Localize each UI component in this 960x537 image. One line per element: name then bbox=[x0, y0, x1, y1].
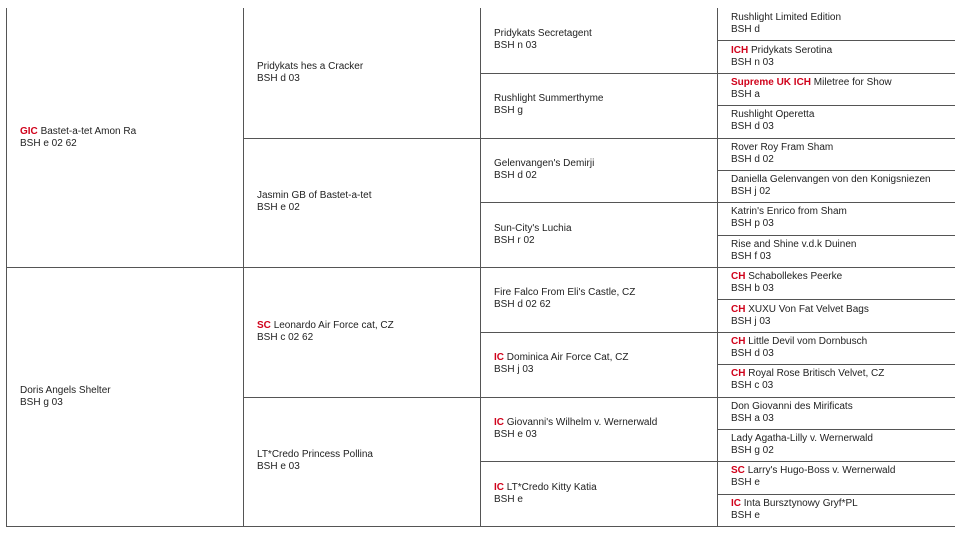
cat-name-line bbox=[494, 93, 717, 105]
breed-code: BSH d bbox=[731, 24, 760, 36]
cat-name-line bbox=[731, 368, 955, 380]
cat-name-line bbox=[731, 465, 955, 477]
generation-1-column bbox=[7, 8, 244, 526]
cat-name: Rushlight Summerthyme bbox=[494, 93, 604, 105]
cat-name: Rise and Shine v.d.k Duinen bbox=[731, 238, 857, 250]
title-badge: GIC bbox=[20, 125, 38, 137]
cat-name: Doris Angels Shelter bbox=[20, 384, 111, 396]
title-badge: SC bbox=[257, 319, 271, 331]
cat-name: Giovanni's Wilhelm v. Wernerwald bbox=[506, 416, 658, 428]
cat-name-line bbox=[494, 482, 717, 494]
breed-code: BSH e 02 bbox=[257, 202, 300, 214]
pedigree-cell-gen3 bbox=[481, 267, 717, 332]
breed-code: BSH e 02 62 bbox=[20, 137, 77, 149]
cat-name-line bbox=[494, 158, 717, 170]
pedigree-cell-gen4 bbox=[718, 364, 955, 396]
cat-name: Bastet-a-tet Amon Ra bbox=[40, 125, 137, 137]
title-badge: Supreme UK ICH bbox=[731, 76, 812, 88]
cat-name: Rushlight Operetta bbox=[731, 109, 815, 121]
pedigree-cell-gen4 bbox=[718, 138, 955, 170]
pedigree-cell-gen4 bbox=[718, 332, 955, 364]
breed-code: BSH a 03 bbox=[731, 412, 774, 424]
cat-name: Larry's Hugo-Boss v. Wernerwald bbox=[747, 465, 896, 477]
cat-name: Rover Roy Fram Sham bbox=[731, 141, 834, 153]
pedigree-cell-gen4 bbox=[718, 461, 955, 493]
cat-name: Royal Rose Britisch Velvet, CZ bbox=[748, 368, 885, 380]
cat-name: Dominica Air Force Cat, CZ bbox=[506, 352, 629, 364]
breed-code: BSH g 03 bbox=[20, 396, 63, 408]
generation-4-column bbox=[718, 8, 955, 526]
breed-code: BSH g 02 bbox=[731, 445, 774, 457]
cat-name: XUXU Von Fat Velvet Bags bbox=[748, 303, 869, 315]
cat-name-line bbox=[731, 304, 955, 316]
cat-name: LT*Credo Kitty Katia bbox=[506, 481, 597, 493]
pedigree-cell-gen2 bbox=[244, 267, 480, 397]
pedigree-cell-gen4 bbox=[718, 429, 955, 461]
breed-code: BSH e bbox=[731, 509, 760, 521]
breed-code: BSH e 03 bbox=[257, 461, 300, 473]
cat-name: Lady Agatha-Lilly v. Wernerwald bbox=[731, 433, 873, 445]
cat-name-line bbox=[731, 401, 955, 413]
cat-name-line bbox=[494, 223, 717, 235]
pedigree-cell-gen2 bbox=[244, 397, 480, 527]
pedigree-cell-gen4 bbox=[718, 8, 955, 40]
pedigree-cell-gen4 bbox=[718, 202, 955, 234]
cat-name-line bbox=[257, 320, 480, 332]
pedigree-cell-gen4 bbox=[718, 170, 955, 202]
pedigree-cell-gen4 bbox=[718, 235, 955, 267]
pedigree-cell-gen4 bbox=[718, 299, 955, 331]
pedigree-table bbox=[6, 8, 955, 527]
pedigree-cell-gen4 bbox=[718, 105, 955, 137]
breed-code: BSH j 03 bbox=[731, 315, 771, 327]
cat-name: Sun-City's Luchia bbox=[494, 222, 572, 234]
cat-name: Little Devil vom Dornbusch bbox=[748, 335, 868, 347]
title-badge: IC bbox=[494, 416, 504, 428]
breed-code: BSH b 03 bbox=[731, 283, 774, 295]
breed-code: BSH p 03 bbox=[731, 218, 774, 230]
breed-code: BSH g bbox=[494, 105, 523, 117]
pedigree-cell-gen1 bbox=[7, 8, 243, 267]
title-badge: IC bbox=[494, 481, 504, 493]
pedigree-cell-gen3 bbox=[481, 332, 717, 397]
pedigree-cell-gen3 bbox=[481, 138, 717, 203]
cat-name-line bbox=[731, 206, 955, 218]
cat-name: LT*Credo Princess Pollina bbox=[257, 449, 373, 461]
pedigree-cell-gen3 bbox=[481, 397, 717, 462]
cat-name-line bbox=[20, 126, 243, 138]
title-badge: IC bbox=[731, 497, 741, 509]
breed-code: BSH n 03 bbox=[494, 40, 537, 52]
breed-code: BSH c 02 62 bbox=[257, 331, 314, 343]
pedigree-cell-gen4 bbox=[718, 73, 955, 105]
pedigree-cell-gen3 bbox=[481, 73, 717, 138]
cat-name-line bbox=[257, 449, 480, 461]
cat-name: Leonardo Air Force cat, CZ bbox=[273, 319, 394, 331]
title-badge: CH bbox=[731, 368, 746, 380]
cat-name: Jasmin GB of Bastet-a-tet bbox=[257, 190, 372, 202]
breed-code: BSH c 03 bbox=[731, 380, 774, 392]
pedigree-cell-gen2 bbox=[244, 138, 480, 268]
breed-code: BSH d 02 bbox=[731, 153, 774, 165]
breed-code: BSH j 02 bbox=[731, 186, 771, 198]
cat-name-line bbox=[494, 28, 717, 40]
cat-name-line bbox=[731, 77, 955, 89]
breed-code: BSH r 02 bbox=[494, 234, 535, 246]
pedigree-cell-gen3 bbox=[481, 202, 717, 267]
cat-name-line bbox=[20, 385, 243, 397]
title-badge: ICH bbox=[731, 44, 749, 56]
pedigree-cell-gen4 bbox=[718, 40, 955, 72]
pedigree-cell-gen1 bbox=[7, 267, 243, 526]
cat-name-line bbox=[494, 287, 717, 299]
cat-name-line bbox=[731, 109, 955, 121]
cat-name: Fire Falco From Eli's Castle, CZ bbox=[494, 287, 636, 299]
breed-code: BSH n 03 bbox=[731, 56, 774, 68]
cat-name: Miletree for Show bbox=[813, 76, 892, 88]
cat-name-line bbox=[731, 271, 955, 283]
title-badge: CH bbox=[731, 303, 746, 315]
title-badge: CH bbox=[731, 335, 746, 347]
breed-code: BSH a bbox=[731, 88, 760, 100]
pedigree-cell-gen4 bbox=[718, 397, 955, 429]
cat-name: Schabollekes Peerke bbox=[748, 271, 843, 283]
cat-name: Pridykats Serotina bbox=[751, 44, 833, 56]
breed-code: BSH d 02 bbox=[494, 169, 537, 181]
cat-name-line bbox=[731, 498, 955, 510]
title-badge: IC bbox=[494, 352, 504, 364]
title-badge: SC bbox=[731, 465, 745, 477]
cat-name: Gelenvangen's Demirji bbox=[494, 157, 595, 169]
breed-code: BSH d 03 bbox=[731, 347, 774, 359]
pedigree-cell-gen4 bbox=[718, 494, 955, 526]
cat-name-line bbox=[494, 417, 717, 429]
cat-name-line bbox=[494, 352, 717, 364]
pedigree-cell-gen4 bbox=[718, 267, 955, 299]
cat-name-line bbox=[731, 239, 955, 251]
pedigree-cell-gen3 bbox=[481, 461, 717, 526]
cat-name-line bbox=[731, 12, 955, 24]
breed-code: BSH f 03 bbox=[731, 250, 772, 262]
pedigree-cell-gen3 bbox=[481, 8, 717, 73]
breed-code: BSH e 03 bbox=[494, 428, 537, 440]
breed-code: BSH e bbox=[494, 493, 523, 505]
cat-name: Inta Bursztynowy Gryf*PL bbox=[743, 497, 858, 509]
cat-name: Katrin's Enrico from Sham bbox=[731, 206, 847, 218]
breed-code: BSH d 03 bbox=[731, 121, 774, 133]
cat-name: Pridykats Secretagent bbox=[494, 28, 592, 40]
breed-code: BSH j 03 bbox=[494, 364, 534, 376]
cat-name: Don Giovanni des Mirificats bbox=[731, 400, 853, 412]
cat-name-line bbox=[731, 336, 955, 348]
cat-name: Pridykats hes a Cracker bbox=[257, 60, 364, 72]
breed-code: BSH d 02 62 bbox=[494, 299, 551, 311]
cat-name-line bbox=[731, 142, 955, 154]
cat-name-line bbox=[257, 190, 480, 202]
cat-name: Daniella Gelenvangen von den Konigsniezen bbox=[731, 174, 931, 186]
pedigree-cell-gen2 bbox=[244, 8, 480, 138]
cat-name-line bbox=[731, 45, 955, 57]
cat-name: Rushlight Limited Edition bbox=[731, 12, 842, 24]
cat-name-line bbox=[257, 61, 480, 73]
generation-3-column bbox=[481, 8, 718, 526]
breed-code: BSH d 03 bbox=[257, 72, 300, 84]
title-badge: CH bbox=[731, 271, 746, 283]
generation-2-column bbox=[244, 8, 481, 526]
breed-code: BSH e bbox=[731, 477, 760, 489]
cat-name-line bbox=[731, 174, 955, 186]
cat-name-line bbox=[731, 433, 955, 445]
